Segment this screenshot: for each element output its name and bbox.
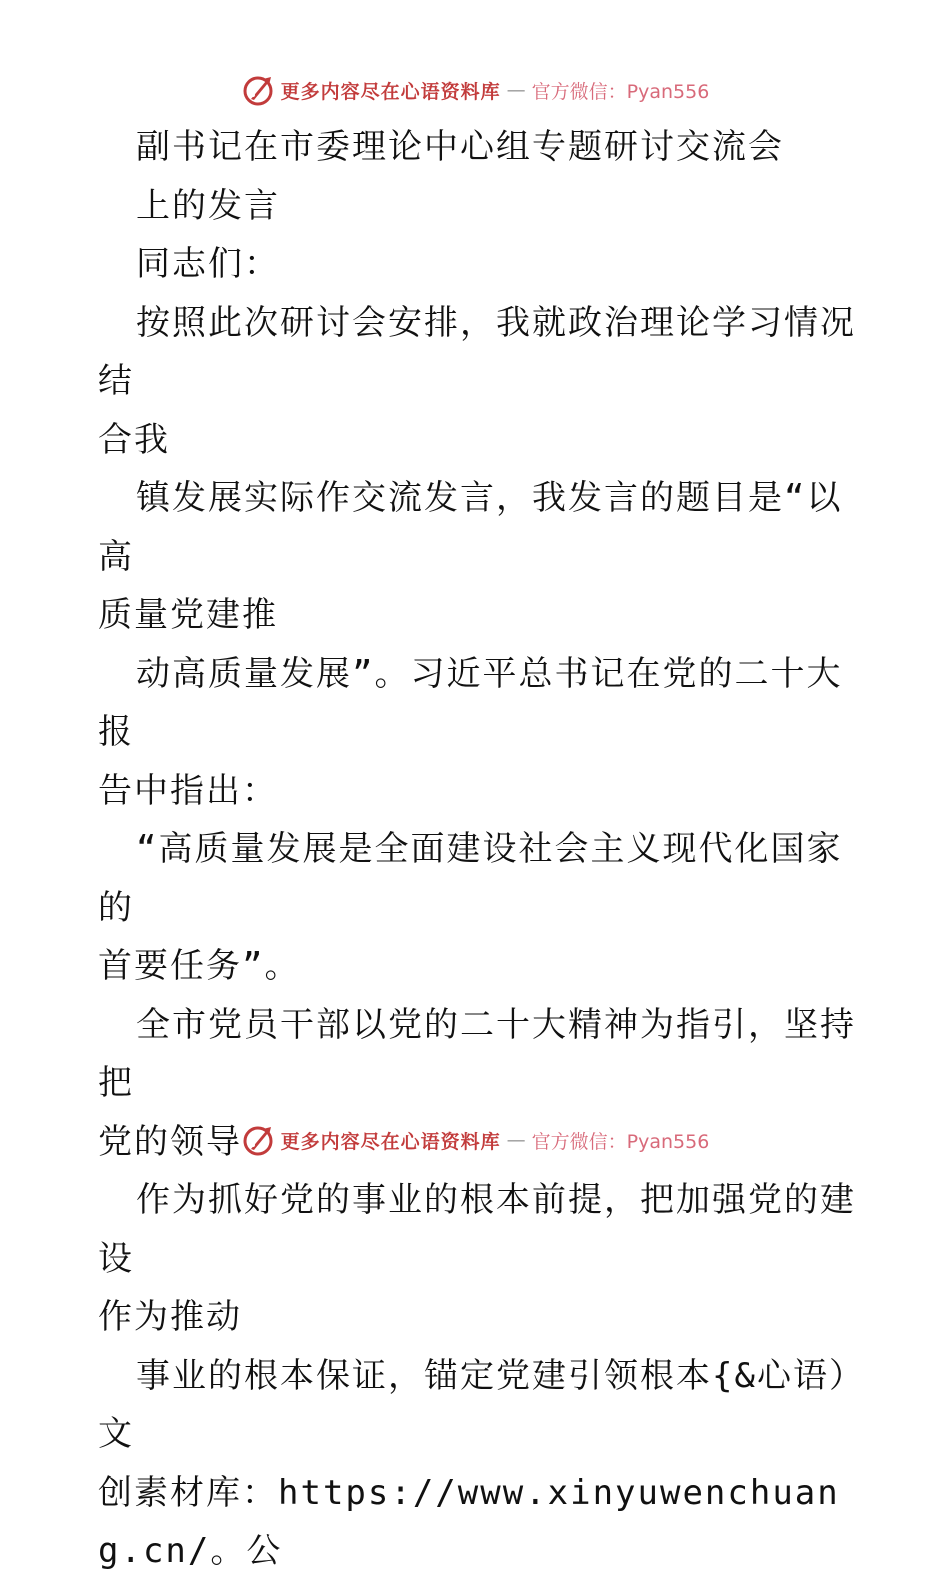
watermark-wechat-text: 官方微信：Pyan556 (531, 1130, 710, 1153)
text-line: 首要任务”。 (98, 946, 301, 986)
text-line: 创素材库：https://www.xinyuwenchuang.cn/。公 (98, 1472, 840, 1571)
text-line: 作为抓好党的事业的根本前提，把加强党的建设 (98, 1180, 856, 1279)
quill-logo-icon (241, 1123, 275, 1157)
text-line: 合我 (98, 419, 170, 460)
quill-logo-icon (241, 73, 275, 107)
text-line: 同志们： (136, 244, 280, 284)
text-line: “高质量发展是全面建设社会主义现代化国家的 (98, 829, 843, 928)
text-line: 副书记在市委理论中心组专题研讨交流会 (136, 127, 784, 167)
text-line: 党的领导 (98, 1121, 242, 1162)
text-line: 质量党建推 (98, 595, 278, 635)
text-line: 全市党员干部以党的二十大精神为指引，坚持把 (98, 1004, 856, 1103)
text-line: 告中指出： (98, 770, 278, 811)
text-line: 动高质量发展”。习近平总书记在党的二十大报 (98, 653, 843, 752)
watermark-main-text: 更多内容尽在心语资料库 (280, 1130, 501, 1153)
watermark-separator: — (506, 1129, 526, 1151)
watermark-wechat-text: 官方微信：Pyan556 (531, 80, 710, 103)
watermark-separator: — (506, 79, 526, 101)
watermark-main-text: 更多内容尽在心语资料库 (280, 80, 501, 103)
document-body (98, 118, 858, 1581)
text-line: 镇发展实际作交流发言，我发言的题目是“以高 (98, 478, 843, 577)
document-text (98, 118, 858, 1581)
header-watermark (0, 70, 950, 110)
text-line: 上的发言 (136, 185, 280, 226)
text-line: 作为推动 (98, 1297, 242, 1337)
text-line: 按照此次研讨会安排，我就政治理论学习情况结 (98, 302, 856, 401)
text-line: 事业的根本保证，锚定党建引领根本{&心语）文 (98, 1355, 848, 1454)
footer-watermark (0, 1120, 950, 1160)
